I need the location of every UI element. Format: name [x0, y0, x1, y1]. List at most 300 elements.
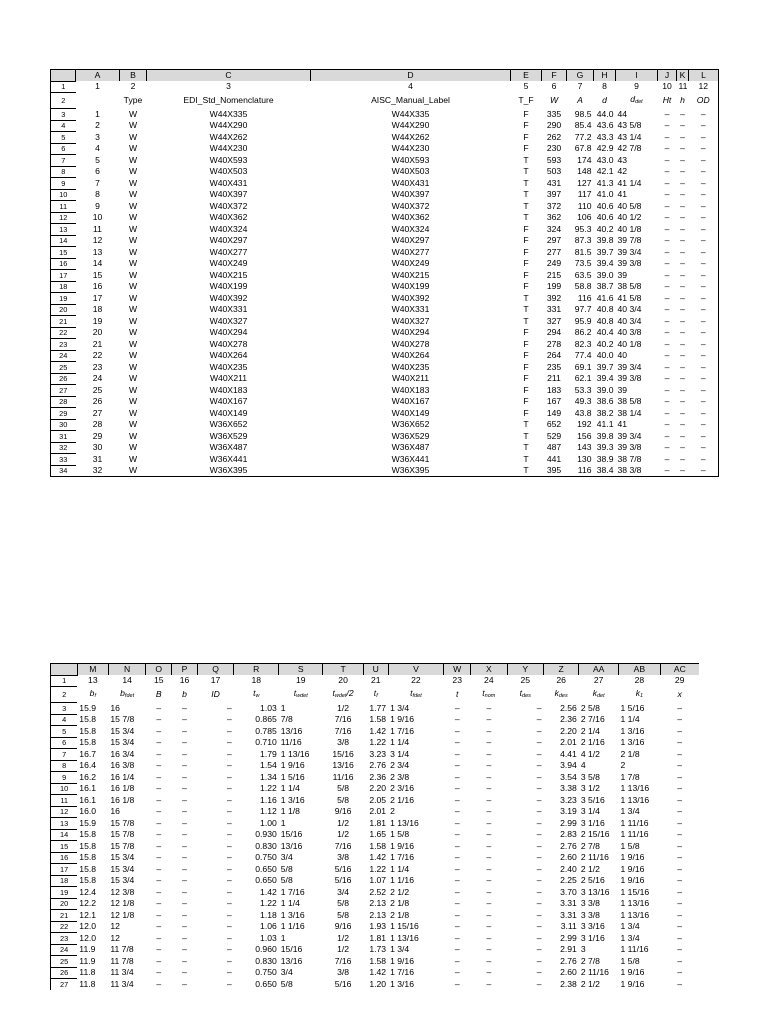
cell: 174 — [577, 154, 592, 165]
table-row — [51, 806, 700, 818]
cell: – — [226, 806, 232, 817]
cell: 31 — [92, 453, 103, 464]
cell: – — [486, 909, 492, 920]
cell: W — [128, 453, 138, 464]
cell: 39 3/8 — [617, 258, 642, 269]
cell: 652 — [546, 419, 562, 430]
cell: 2 1/8 — [390, 909, 410, 920]
cell: 85.4 — [574, 120, 592, 131]
cell: – — [677, 714, 683, 725]
cell: 77.2 — [574, 131, 592, 142]
cell: W40X503 — [209, 166, 248, 177]
column-header — [542, 93, 567, 109]
cell: – — [182, 955, 187, 966]
cell: 41.6 — [596, 292, 614, 303]
cell: 12 — [698, 81, 709, 92]
header-subscript: fdet — [124, 693, 135, 700]
cell: W — [128, 131, 138, 142]
table-row — [51, 818, 700, 830]
cell: 1 9/16 — [620, 967, 645, 978]
cell: 3/8 — [337, 967, 350, 978]
cell: 11.9 — [79, 944, 96, 955]
cell: W — [128, 304, 138, 315]
cell: 12 — [110, 921, 120, 932]
cell: 1 13/16 — [620, 783, 650, 794]
row-number: 16 — [51, 258, 76, 270]
cell: 3 — [95, 131, 100, 142]
cell: 1 9/16 — [280, 760, 305, 771]
cell: – — [454, 714, 460, 725]
cell: – — [680, 166, 685, 177]
cell: – — [156, 898, 162, 909]
cell: – — [700, 407, 706, 418]
cell: W — [128, 120, 138, 131]
cell: 40 1/2 — [617, 212, 642, 223]
cell: W40X199 — [391, 281, 430, 292]
cell: – — [664, 396, 670, 407]
cell: 1 3/4 — [390, 702, 410, 713]
cell: W40X167 — [209, 396, 248, 407]
table-row — [51, 109, 719, 121]
cell: – — [536, 829, 542, 840]
cell: – — [680, 407, 685, 418]
header-row — [51, 687, 700, 703]
cell: 15.8 — [79, 725, 97, 736]
row-number: 27 — [51, 979, 78, 990]
cell: – — [454, 725, 460, 736]
cell: 0.650 — [255, 875, 277, 886]
cell: 2 3/4 — [390, 760, 410, 771]
cell: W — [128, 166, 138, 177]
cell: W44X290 — [391, 120, 430, 131]
cell: – — [182, 771, 187, 782]
cell: 0.750 — [255, 967, 277, 978]
cell: – — [664, 292, 670, 303]
cell: – — [156, 817, 162, 828]
cell: – — [536, 978, 542, 989]
column-header — [658, 93, 677, 109]
row-number: 21 — [51, 316, 76, 328]
cell: W — [128, 292, 138, 303]
header-text: Type — [123, 95, 143, 106]
cell: 110 — [577, 200, 592, 211]
cell: 1.18 — [260, 909, 277, 920]
cell: – — [680, 177, 685, 188]
column-letter: AA — [579, 664, 619, 676]
cell: – — [664, 384, 670, 395]
cell: W40X372 — [391, 200, 430, 211]
column-letter: T — [323, 664, 364, 676]
cell: – — [700, 258, 706, 269]
cell: 58.8 — [574, 281, 592, 292]
cell: 3.94 — [560, 760, 577, 771]
cell: W40X211 — [209, 373, 248, 384]
table-row — [51, 201, 719, 213]
cell: 0.930 — [255, 829, 277, 840]
cell: – — [454, 898, 460, 909]
cell: – — [226, 944, 232, 955]
cell: 441 — [546, 453, 562, 464]
cell: W44X335 — [209, 108, 248, 119]
cell: – — [700, 327, 706, 338]
cell: 39.0 — [596, 269, 614, 280]
cell: W40X235 — [391, 361, 430, 372]
cell: 324 — [546, 223, 562, 234]
cell: 3 1/4 — [390, 748, 410, 759]
cell: W — [128, 338, 138, 349]
cell: 11 7/8 — [110, 955, 134, 966]
cell: 17 — [92, 292, 103, 303]
cell: 1 7/16 — [390, 852, 414, 863]
cell: 44 — [617, 108, 628, 119]
cell: – — [486, 737, 492, 748]
cell: 29 — [674, 675, 685, 686]
cell: – — [486, 725, 492, 736]
cell: 23 — [92, 361, 103, 372]
cell: 5/8 — [280, 875, 293, 886]
row-number: 10 — [51, 783, 78, 795]
cell: 39 — [617, 269, 628, 280]
cell: 29 — [92, 430, 103, 441]
cell: – — [182, 886, 187, 897]
cell: 3.70 — [560, 886, 577, 897]
cell: 98.5 — [574, 108, 592, 119]
table-row — [51, 120, 719, 132]
cell: 43 5/8 — [617, 120, 642, 131]
cell: – — [156, 978, 162, 989]
table-row — [51, 852, 700, 864]
table-row — [51, 143, 719, 155]
cell: 40 1/8 — [617, 223, 642, 234]
cell: 1.00 — [260, 817, 277, 828]
table-row — [51, 362, 719, 374]
cell: – — [680, 315, 685, 326]
header-text: b — [182, 689, 187, 700]
column-letter-row — [51, 70, 719, 82]
cell: 392 — [546, 292, 562, 303]
cell: 0.750 — [255, 852, 277, 863]
cell: F — [523, 350, 529, 361]
cell: 3 3/8 — [580, 898, 600, 909]
cell: 2 — [130, 81, 136, 92]
column-letter: C — [147, 70, 311, 82]
cell: W — [128, 108, 138, 119]
cell: W — [128, 419, 138, 430]
cell: 16 1/8 — [110, 794, 135, 805]
cell: – — [454, 794, 460, 805]
cell: W40X431 — [209, 177, 248, 188]
cell: – — [226, 702, 232, 713]
cell: 2.13 — [369, 909, 387, 920]
row-number: 26 — [51, 373, 76, 385]
cell: 130 — [577, 453, 592, 464]
cell: 1.07 — [369, 875, 387, 886]
cell: – — [454, 932, 460, 943]
cell: – — [226, 725, 232, 736]
cell: – — [454, 783, 460, 794]
cell: – — [680, 338, 685, 349]
cell: W36X529 — [209, 430, 248, 441]
row-number: 2 — [51, 687, 78, 703]
cell: 2 — [95, 120, 100, 131]
cell: T — [523, 189, 529, 200]
column-header — [567, 93, 594, 109]
cell: W40X362 — [391, 212, 430, 223]
column-letter: F — [542, 70, 567, 82]
cell: – — [664, 143, 670, 154]
column-header — [616, 93, 658, 109]
cell: 3 13/16 — [580, 886, 610, 897]
cell: 1 5/16 — [620, 702, 645, 713]
cell: – — [700, 223, 706, 234]
table-row — [51, 327, 719, 339]
row-number: 8 — [51, 166, 76, 178]
cell: W40X167 — [391, 396, 430, 407]
cell: 7/8 — [280, 714, 293, 725]
cell: 43 1/4 — [617, 131, 642, 142]
cell: 487 — [546, 442, 562, 453]
cell: 42.9 — [596, 143, 614, 154]
header-text: x — [677, 689, 682, 700]
cell: 7/16 — [334, 714, 352, 725]
cell: 1 3/16 — [620, 725, 645, 736]
cell: 95.3 — [574, 223, 592, 234]
row-number: 12 — [51, 212, 76, 224]
cell: – — [700, 281, 706, 292]
cell: W40X277 — [209, 246, 248, 257]
cell: – — [182, 794, 187, 805]
row-number: 31 — [51, 431, 76, 443]
table-row — [51, 726, 700, 738]
cell: 32 — [92, 465, 103, 476]
cell: – — [680, 304, 685, 315]
cell: 43 — [617, 154, 628, 165]
header-row — [51, 93, 719, 109]
cell: – — [226, 771, 232, 782]
cell: 1.77 — [369, 702, 387, 713]
cell: 230 — [546, 143, 562, 154]
cell: 42 — [617, 166, 628, 177]
cell: W40X397 — [209, 189, 248, 200]
cell: 40.0 — [596, 350, 614, 361]
cell: 3/4 — [280, 967, 293, 978]
cell: 9/16 — [334, 806, 352, 817]
row-number: 26 — [51, 967, 78, 979]
cell: 1 13/16 — [280, 748, 310, 759]
cell: 24 — [92, 373, 103, 384]
cell: 1 9/16 — [390, 840, 414, 851]
cell: 5/8 — [280, 863, 293, 874]
cell: – — [680, 120, 685, 131]
row-number: 8 — [51, 760, 78, 772]
row-number: 12 — [51, 806, 78, 818]
cell: 13/16 — [332, 760, 354, 771]
row-number: 3 — [51, 109, 76, 121]
cell: 335 — [546, 108, 562, 119]
cell: 3 — [580, 944, 586, 955]
cell: 0.650 — [255, 863, 277, 874]
cell: 39.8 — [596, 235, 614, 246]
cell: – — [182, 748, 187, 759]
cell: W — [128, 212, 138, 223]
row-number: 5 — [51, 132, 76, 144]
column-header — [311, 93, 511, 109]
cell: 2.05 — [369, 794, 387, 805]
cell: – — [182, 875, 187, 886]
cell: – — [677, 737, 683, 748]
table-row — [51, 887, 700, 899]
cell: – — [700, 131, 706, 142]
sheet2-table — [50, 663, 699, 990]
row-number: 11 — [51, 795, 78, 807]
cell: 127 — [577, 177, 592, 188]
cell: – — [486, 875, 492, 886]
cell: – — [680, 200, 685, 211]
cell: 41 1/4 — [617, 177, 642, 188]
cell: 2.38 — [560, 978, 577, 989]
table-row — [51, 933, 700, 945]
row-number: 30 — [51, 419, 76, 431]
cell: 2.99 — [560, 817, 577, 828]
cell: 82.3 — [574, 338, 592, 349]
cell: – — [536, 863, 542, 874]
cell: T — [523, 430, 529, 441]
column-header — [511, 93, 542, 109]
cell: 1 9/16 — [620, 978, 645, 989]
cell: 19 — [295, 675, 306, 686]
column-letter-row — [51, 664, 700, 676]
cell: W40X327 — [391, 315, 430, 326]
cell: T — [523, 177, 529, 188]
cell: W40X397 — [391, 189, 430, 200]
cell: – — [664, 131, 670, 142]
header-text: B — [155, 689, 162, 700]
cell: 2.13 — [369, 898, 387, 909]
cell: 2 7/16 — [580, 714, 605, 725]
cell: – — [454, 748, 460, 759]
cell: F — [523, 143, 529, 154]
column-letter: A — [76, 70, 120, 82]
cell: – — [680, 419, 685, 430]
cell: W36X487 — [391, 442, 430, 453]
cell: – — [664, 258, 670, 269]
cell: – — [156, 748, 162, 759]
cell: 13/16 — [280, 955, 303, 966]
cell: 235 — [546, 361, 562, 372]
header-text: h — [680, 95, 685, 106]
column-letter: H — [594, 70, 616, 82]
cell: – — [182, 702, 187, 713]
header-text: k — [592, 688, 597, 699]
cell: – — [156, 955, 162, 966]
cell: 4 1/2 — [580, 748, 600, 759]
cell: – — [664, 315, 670, 326]
cell: 2 — [390, 806, 395, 817]
cell: – — [700, 442, 706, 453]
cell: – — [486, 852, 492, 863]
cell: W44X230 — [391, 143, 430, 154]
cell: 0.785 — [255, 725, 277, 736]
cell: – — [700, 315, 706, 326]
cell: 2 1/4 — [580, 725, 600, 736]
cell: 3.19 — [560, 806, 577, 817]
cell: – — [454, 967, 460, 978]
cell: 39.7 — [596, 246, 614, 257]
column-letter: N — [108, 664, 146, 676]
cell: 3.31 — [560, 898, 577, 909]
cell: 39 7/8 — [617, 235, 642, 246]
cell: – — [680, 361, 685, 372]
cell: – — [486, 760, 492, 771]
column-header — [543, 687, 578, 703]
cell: 1.42 — [369, 725, 387, 736]
cell: 397 — [546, 189, 562, 200]
row-number: 6 — [51, 143, 76, 155]
cell: W40X331 — [391, 304, 430, 315]
cell: – — [486, 932, 492, 943]
cell: W — [128, 407, 138, 418]
cell: 1 13/16 — [620, 794, 650, 805]
cell: – — [700, 189, 706, 200]
cell: W — [128, 154, 138, 165]
cell: – — [536, 852, 542, 863]
cell: 12 — [92, 235, 103, 246]
cell: 11 3/4 — [110, 967, 134, 978]
cell: – — [536, 909, 542, 920]
cell: 9 — [95, 200, 100, 211]
cell: 10 — [92, 212, 103, 223]
cell: 4 — [408, 81, 413, 92]
cell: W36X441 — [209, 453, 248, 464]
cell: 42.1 — [596, 166, 614, 177]
cell: W40X264 — [391, 350, 430, 361]
cell: 1 — [280, 932, 286, 943]
cell: – — [536, 714, 542, 725]
cell: W40X277 — [391, 246, 430, 257]
cell: 43.0 — [596, 154, 614, 165]
cell: – — [182, 840, 187, 851]
cell: F — [523, 327, 529, 338]
cell: F — [523, 131, 529, 142]
header-text: OD — [696, 95, 710, 106]
cell: 264 — [546, 350, 562, 361]
cell: 6 — [551, 81, 557, 92]
cell: – — [664, 350, 670, 361]
table-row — [51, 703, 700, 715]
cell: – — [680, 373, 685, 384]
table-row — [51, 979, 700, 990]
cell: 1 13/16 — [620, 898, 650, 909]
cell: – — [677, 886, 683, 897]
table-row — [51, 304, 719, 316]
cell: 4.41 — [560, 748, 577, 759]
table-row — [51, 132, 719, 144]
cell: – — [680, 154, 685, 165]
cell: 16 1/4 — [110, 771, 135, 782]
column-header — [279, 687, 323, 703]
cell: 39 3/4 — [617, 430, 642, 441]
cell: W36X395 — [209, 465, 248, 476]
cell: 16.0 — [79, 806, 97, 817]
cell: 5/8 — [337, 794, 350, 805]
column-header — [471, 687, 507, 703]
cell: 1.42 — [369, 852, 387, 863]
cell: 192 — [577, 419, 592, 430]
cell: 0.865 — [255, 714, 277, 725]
cell: W36X652 — [391, 419, 430, 430]
cell: 2.83 — [560, 829, 577, 840]
cell: 21 — [370, 675, 381, 686]
